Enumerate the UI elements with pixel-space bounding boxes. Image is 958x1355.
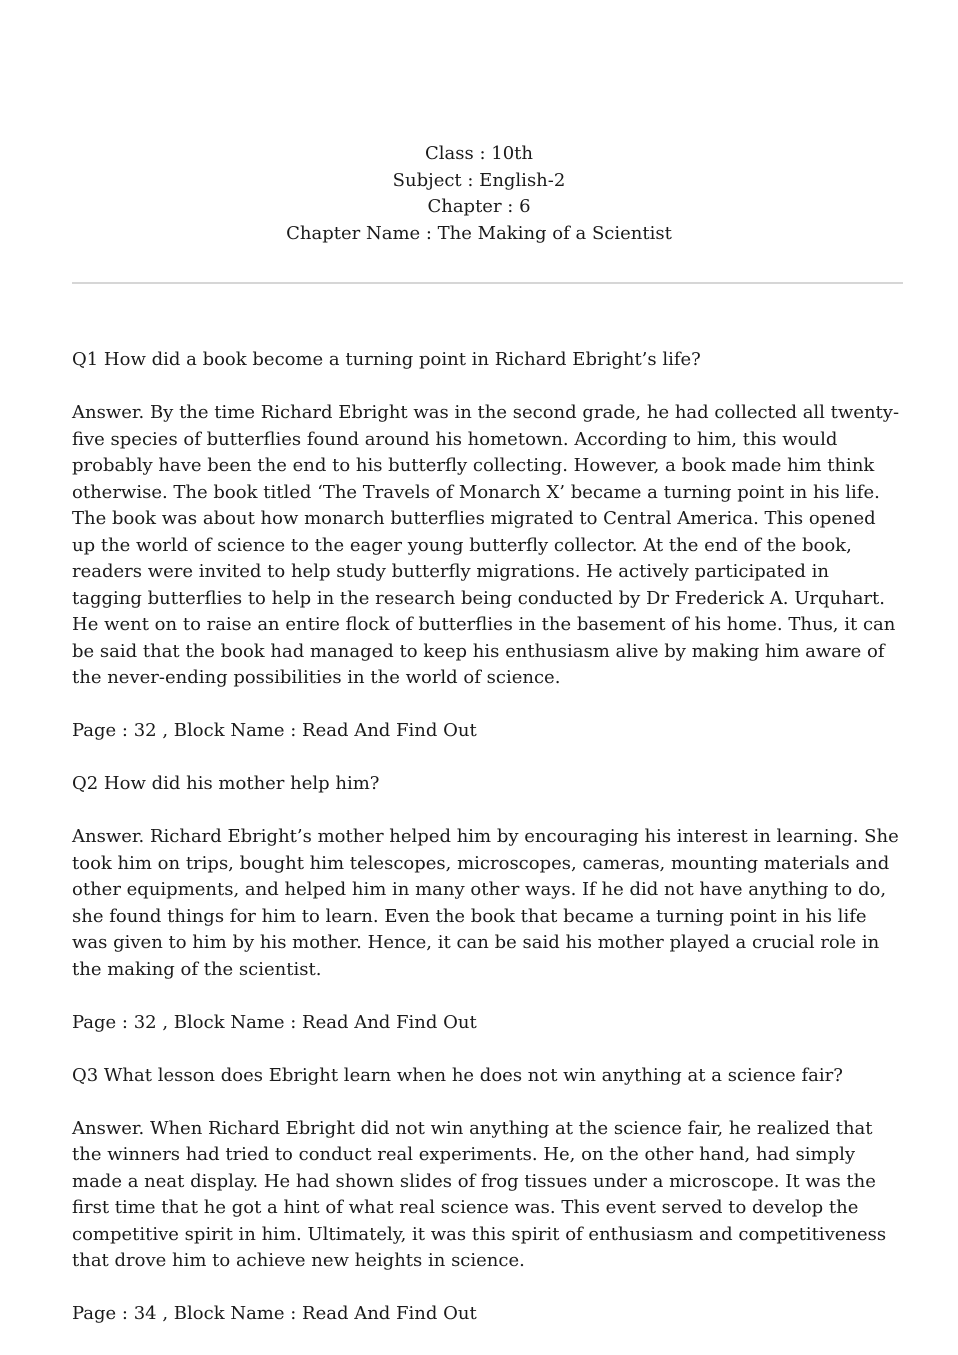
answer-1: Answer. By the time Richard Ebright was in the second grade, he had collected all twenty-five species of butterflies found around his hometown. According to him, this would probably have been the end to his butterfly collecting. However, a book made him think otherwise. The book titled ‘The Travels of Monarch X’ became a turning point in his life. The book was about how monarch butterflies migrated to Central America. This opened up the world of science to the eager young butterfly collector. At the end of the book, readers were invited to help study butterfly migrations. He actively participated in tagging butterflies to help in the research being conducted by Dr Frederick A. Urquhart. He went on to raise an entire flock of butterflies in the basement of his home. Thus, it can be said that the book had managed to keep his enthusiasm alive by making him aware of the never-ending possibilities in the world of science. <box>72 402 900 688</box>
page-reference-2: Page : 32 , Block Name : Read And Find Out <box>72 1011 477 1033</box>
page-reference-1: Page : 32 , Block Name : Read And Find Out <box>72 720 477 741</box>
answer-3: Answer. When Richard Ebright did not win anything at the science fair, he realized that the winners had tried to conduct real experiments. He, on the other hand, had simply made a neat display. He had shown slides of frog tissues under a microscope. It was the first time that he got a hint of what real science was. This event served to develop the competitive spirit in him. Ultimately, it was this spirit of enthusiasm and competitiveness that drove him to achieve new heights in science. <box>72 1117 887 1271</box>
class-line: Class : 10th <box>425 143 533 164</box>
chapter-line: Chapter : 6 <box>427 196 531 217</box>
subject-line: Subject : English-2 <box>392 169 566 191</box>
page-reference-3: Page : 34 , Block Name : Read And Find Out <box>72 1303 477 1324</box>
header-divider <box>72 282 903 284</box>
document-header <box>0 141 958 247</box>
question-3: Q3 What lesson does Ebright learn when he does not win anything at a science fair? <box>72 1064 843 1086</box>
answer-2: Answer. Richard Ebright’s mother helped him by encouraging his interest in learning. She took him on trips, bought him telescopes, microscopes, cameras, mounting materials and other equipments, and helped him in many other ways. If he did not have anything to do, she found things for him to learn. Even the book that became a turning point in his life was given to him by his mother. Hence, it can be said his mother played a crucial role in the making of the scientist. <box>72 826 899 980</box>
chapter-name-line: Chapter Name : The Making of a Scientist <box>286 222 672 244</box>
question-1: Q1 How did a book become a turning point in Richard Ebright’s life? <box>72 349 701 370</box>
question-2: Q2 How did his mother help him? <box>72 773 380 794</box>
questions-content <box>72 347 903 1354</box>
